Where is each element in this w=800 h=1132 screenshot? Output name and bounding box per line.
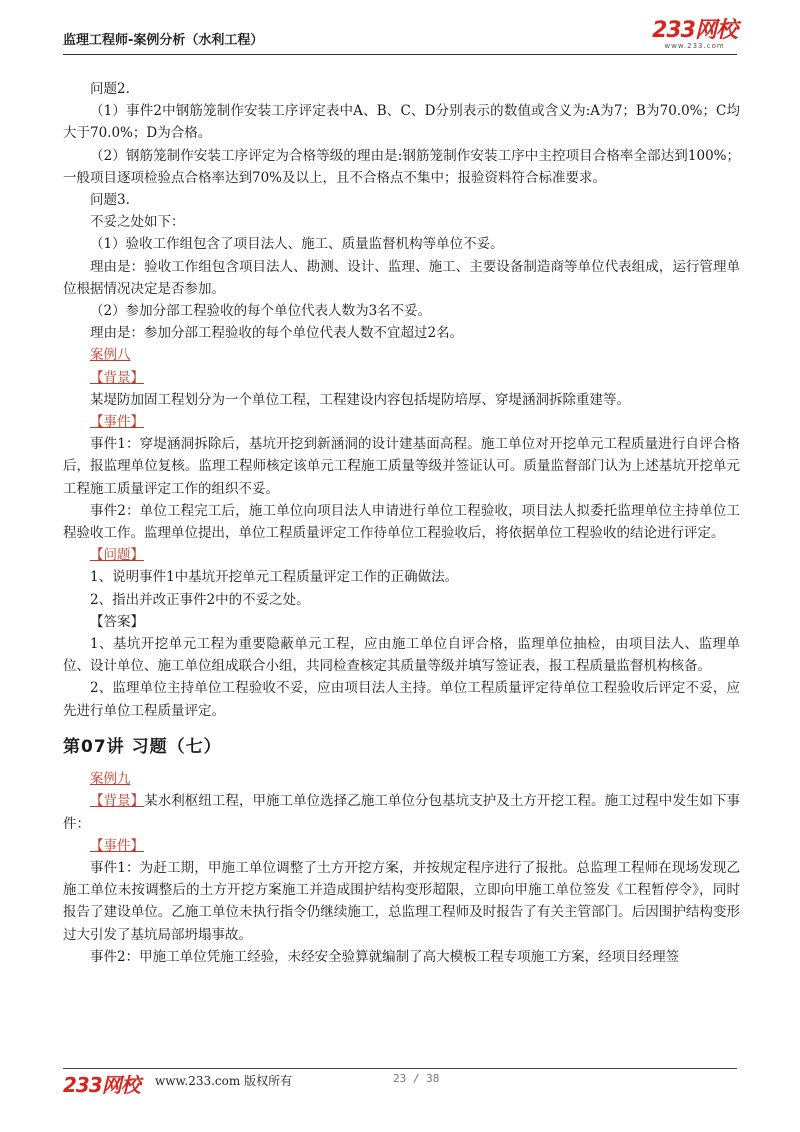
footer-logo: 233网校 (63, 1073, 140, 1097)
footer-copyright: www.233.com 版权所有 (155, 1074, 293, 1088)
section-label: 【事件】 (90, 414, 144, 431)
section-label: 案例九 (90, 771, 131, 788)
paragraph: 问题2. (90, 81, 130, 97)
paragraph: 事件1：穿堤涵洞拆除后，基坑开挖到新涵洞的设计建基面高程。施工单位对开挖单元工程质量进行自评合格后，报监理单位复核。监理工程师核定该单元工程施工质量等级并签证认可。质量监督部门认为上述基坑开挖单元工程施工质量评定工作的组织不妥。 (63, 436, 740, 497)
paragraph: （2）钢筋笼制作安装工序评定为合格等级的理由是:钢筋笼制作安装工序中主控项目合格率全部达到100%；一般项目逐项检验点合格率达到70%及以上，且不合格点不集中；报验资料符合标准要求。 (63, 147, 740, 186)
section-title: 第07讲 习题（七） (63, 736, 222, 757)
paragraph: 事件2：单位工程完工后，施工单位向项目法人申请进行单位工程验收，项目法人拟委托监理单位主持单位工程验收工作。监理单位提出，单位工程质量评定工作待单位工程验收后，将依据单位工程验收的结论进行评定。 (63, 502, 740, 542)
paragraph-text: 某水利枢纽工程，甲施工单位选择乙施工单位分包基坑支护及土方开挖工程。施工过程中发生如下事件： (63, 793, 741, 832)
paragraph: 不妥之处如下： (90, 214, 185, 231)
brand-logo[interactable] (652, 20, 737, 50)
paragraph: 2、指出并改正事件2中的不妥之处。 (90, 591, 310, 608)
document-body (63, 78, 740, 968)
paragraph: 某堤防加固工程划分为一个单位工程，工程建设内容包括堤防培厚、穿堤涵洞拆除重建等。 (90, 391, 630, 408)
section-label: 【事件】 (90, 837, 144, 854)
section-label: 案例八 (90, 347, 131, 364)
page-header (63, 18, 737, 55)
paragraph: 2、监理单位主持单位工程验收不妥，应由项目法人主持。单位工程质量评定待单位工程验收后评定不妥，应先进行单位工程质量评定。 (63, 680, 740, 719)
logo-text: 233网校 (652, 18, 737, 43)
paragraph: 1、说明事件1中基坑开挖单元工程质量评定工作的正确做法。 (90, 569, 459, 586)
paragraph: 理由是：验收工作组包含项目法人、勘测、设计、监理、施工、主要设备制造商等单位代表组成，运行管理单位根据情况决定是否参加。 (63, 258, 740, 297)
paragraph: 事件1：为赶工期，甲施工单位调整了土方开挖方案，并按规定程序进行了报批。总监理工程师在现场发现乙施工单位未按调整后的土方开挖方案施工并造成围护结构变形超限，立即向甲施工单位签发《工程暂停令》，同时报告了建设单位。乙施工单位未执行指令仍继续施工，总监理工程师及时报告了有关主管部门。后因围护结构变形过大引发了基坑局部坍塌事故。 (63, 859, 740, 943)
paragraph: （1）事件2中钢筋笼制作安装工序评定表中A、B、C、D分别表示的数值或含义为:A为7；B为70.0%；C均大于70.0%；D为合格。 (63, 103, 740, 142)
paragraph: 事件2：甲施工单位凭施工经验，未经安全验算就编制了高大模板工程专项施工方案，经项目经理签 (90, 948, 680, 965)
paragraph: （1）验收工作组包含了项目法人、施工、质量监督机构等单位不妥。 (90, 236, 504, 253)
section-label: 【问题】 (90, 547, 144, 564)
paragraph: 问题3. (90, 192, 130, 209)
page-number: 23 / 38 (393, 1072, 440, 1085)
section-label: 【背景】 (90, 793, 145, 810)
paragraph: 理由是：参加分部工程验收的每个单位代表人数不宜超过2名。 (90, 325, 464, 342)
paragraph (63, 790, 740, 834)
logo-url: www.233.com (664, 42, 725, 50)
paragraph: （2）参加分部工程验收的每个单位代表人数为3名不妥。 (90, 303, 432, 320)
header-title: 监理工程师-案例分析（水利工程） (63, 33, 264, 48)
paragraph: 【答案】 (90, 613, 144, 630)
page-footer (63, 1068, 737, 1095)
section-label: 【背景】 (90, 369, 144, 386)
paragraph: 1、基坑开挖单元工程为重要隐蔽单元工程，应由施工单位自评合格，监理单位抽检，由项目法人、监理单位、设计单位、施工单位组成联合小组，共同检查核定其质量等级并填写签证表，报工程质量监督机构核备。 (63, 636, 740, 675)
